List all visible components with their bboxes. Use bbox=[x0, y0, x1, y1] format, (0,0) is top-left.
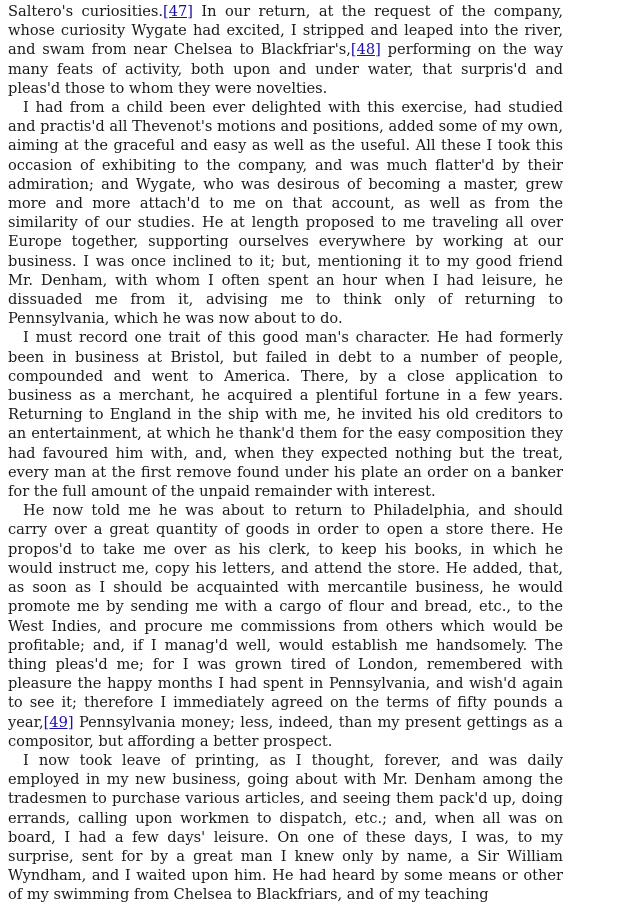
footnote-link-49[interactable]: [49] bbox=[43, 713, 74, 731]
paragraph-text: I must record one trait of this good man's character. He had formerly been in business at Bristol, but failed in debt to a number of people, compounded and went to America. There, by a close application to business as a merchant, he acquired a plentiful fortune in a few years. Returning to England in the ship with me, he invited his old creditors to an entertainment, at which he thank'd them for the easy composition they had favoured him with, and, when they expected nothing but the treat, every man at the first remove found under his plate an order on a banker for the full amount of the unpaid remainder with interest. bbox=[8, 329, 563, 501]
footnote-link-48[interactable]: [48] bbox=[350, 41, 381, 59]
paragraph-text: He now told me he was about to return to Philadelphia, and should carry over a great quantity of goods in order to open a store there. He propos'd to take me over as his clerk, to keep his books, in which he would instruct me, copy his letters, and attend the store. He added, that, as soon as I should be acquainted with mercantile business, he would promote me by sending me with a cargo of flour and bread, etc., to the West Indies, and procure me commissions from others which would be profitable; and, if I manag'd well, would establish me handsomely. The thing pleas'd me; for I was grown tired of London, remembered with pleasure the happy months I had spent in Pennsylvania, and wish'd again to see it; therefore I immediately agreed on the terms of fifty pounds a year, bbox=[8, 502, 563, 731]
paragraph-5 bbox=[8, 751, 563, 905]
paragraph-text: I now took leave of printing, as I thought, forever, and was daily employed in my new business, going about with Mr. Denham among the tradesmen to purchase various articles, and seeing them pack'd up, doing errands, calling upon workmen to dispatch, etc.; and, when all was on board, I had a few days' leisure. On one of these days, I was, to my surprise, sent for by a great man I knew only by name, a Sir William Wyndham, and I waited upon him. He had heard by some means or other of my swimming from Chelsea to Blackfriars, and of my teaching bbox=[8, 751, 563, 904]
paragraph-text: Pennsylvania money; less, indeed, than my present gettings as a compositor, but affording a better prospect. bbox=[8, 713, 563, 750]
paragraph-3 bbox=[8, 328, 563, 501]
document-body bbox=[8, 2, 563, 905]
paragraph-text: performing on the way many feats of activity, both upon and under water, that surpris'd and pleas'd those to whom they were novelties. bbox=[8, 41, 564, 97]
footnote-link-47[interactable]: [47] bbox=[163, 3, 193, 20]
paragraph-1 bbox=[8, 2, 563, 98]
paragraph-4 bbox=[8, 501, 563, 751]
paragraph-text: I had from a child been ever delighted with this exercise, had studied and practis'd all Thevenot's motions and positions, added some of my own, aiming at the graceful and easy as well as the useful. All these I took this occasion of exhibiting to the company, and was much flatter'd by their admiration; and Wygate, who was desirous of becoming a master, grew more and more attach'd to me on that account, as well as from the similarity of our studies. He at length proposed to me traveling all over Europe together, supporting ourselves everywhere by working at our business. I was once inclined to it; but, mentioning it to my good friend Mr. Denham, with whom I often spent an hour when I had leisure, he dissuaded me from it, advising me to think only of returning to Pennsylvania, which he was now about to do. bbox=[8, 99, 563, 328]
paragraph-text: Saltero's curiosities. bbox=[8, 3, 163, 20]
paragraph-2 bbox=[8, 98, 563, 328]
paragraph-text: In our return, at the request of the company, whose curiosity Wygate had excited, I stripped and leaped into the river, and swam from near Chelsea to Blackfriar's, bbox=[8, 3, 563, 59]
